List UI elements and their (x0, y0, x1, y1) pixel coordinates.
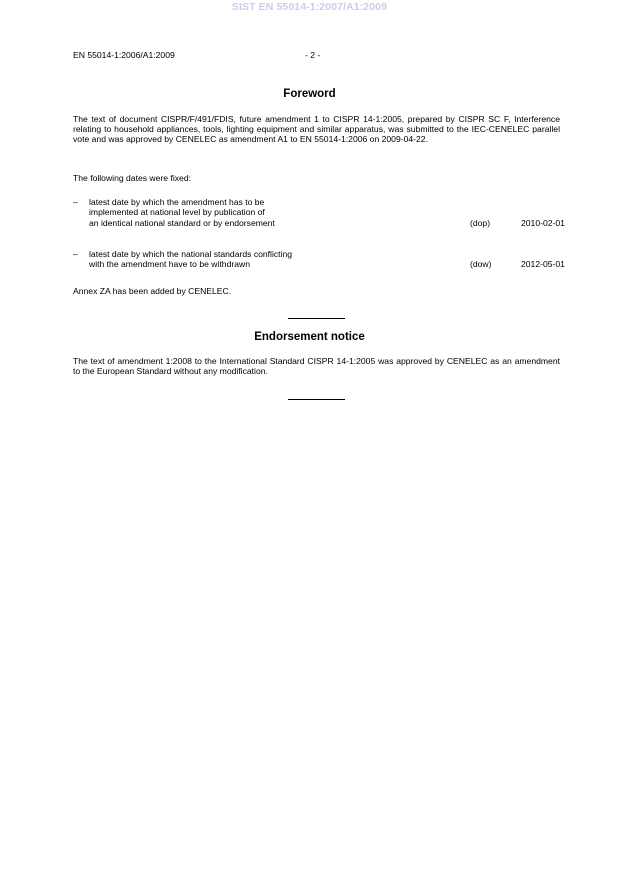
list-dash: – (73, 249, 78, 259)
date-entry-line: implemented at national level by publication of (89, 207, 265, 217)
section-divider (288, 399, 345, 400)
date-entry-line: latest date by which the amendment has to be (89, 197, 265, 207)
document-id: EN 55014-1:2006/A1:2009 (73, 50, 175, 60)
endorsement-text: The text of amendment 1:2008 to the International Standard CISPR 14-1:2005 was approved by CENELEC as an amendment to the European Standard without any modification. (73, 356, 560, 377)
date-value: 2010-02-01 (521, 218, 565, 228)
section-divider (288, 318, 345, 319)
date-abbr: (dow) (470, 259, 492, 269)
annex-note: Annex ZA has been added by CENELEC. (73, 286, 232, 296)
list-dash: – (73, 197, 78, 207)
page-number: - 2 - (305, 50, 321, 60)
date-abbr: (dop) (470, 218, 491, 228)
foreword-title: Foreword (283, 88, 336, 100)
dates-intro: The following dates were fixed: (73, 173, 191, 183)
date-entry-line: with the amendment have to be withdrawn (89, 259, 250, 269)
date-entry-line: an identical national standard or by endorsement (89, 218, 275, 228)
watermark: SIST EN 55014-1:2007/A1:2009 (231, 1, 388, 13)
foreword-intro: The text of document CISPR/F/491/FDIS, future amendment 1 to CISPR 14-1:2005, prepared by CISPR SC F, Interference relating to household appliances, tools, lighting equipment and similar apparatus, was submitted to the IEC-CENELEC parallel vote and was approved by CENELEC as amendment A1 to EN 55014-1:2006 on 2009-04-22. (73, 114, 560, 145)
date-entry-line: latest date by which the national standards conflicting (89, 249, 293, 259)
date-value: 2012-05-01 (521, 259, 565, 269)
endorsement-title: Endorsement notice (254, 331, 365, 343)
